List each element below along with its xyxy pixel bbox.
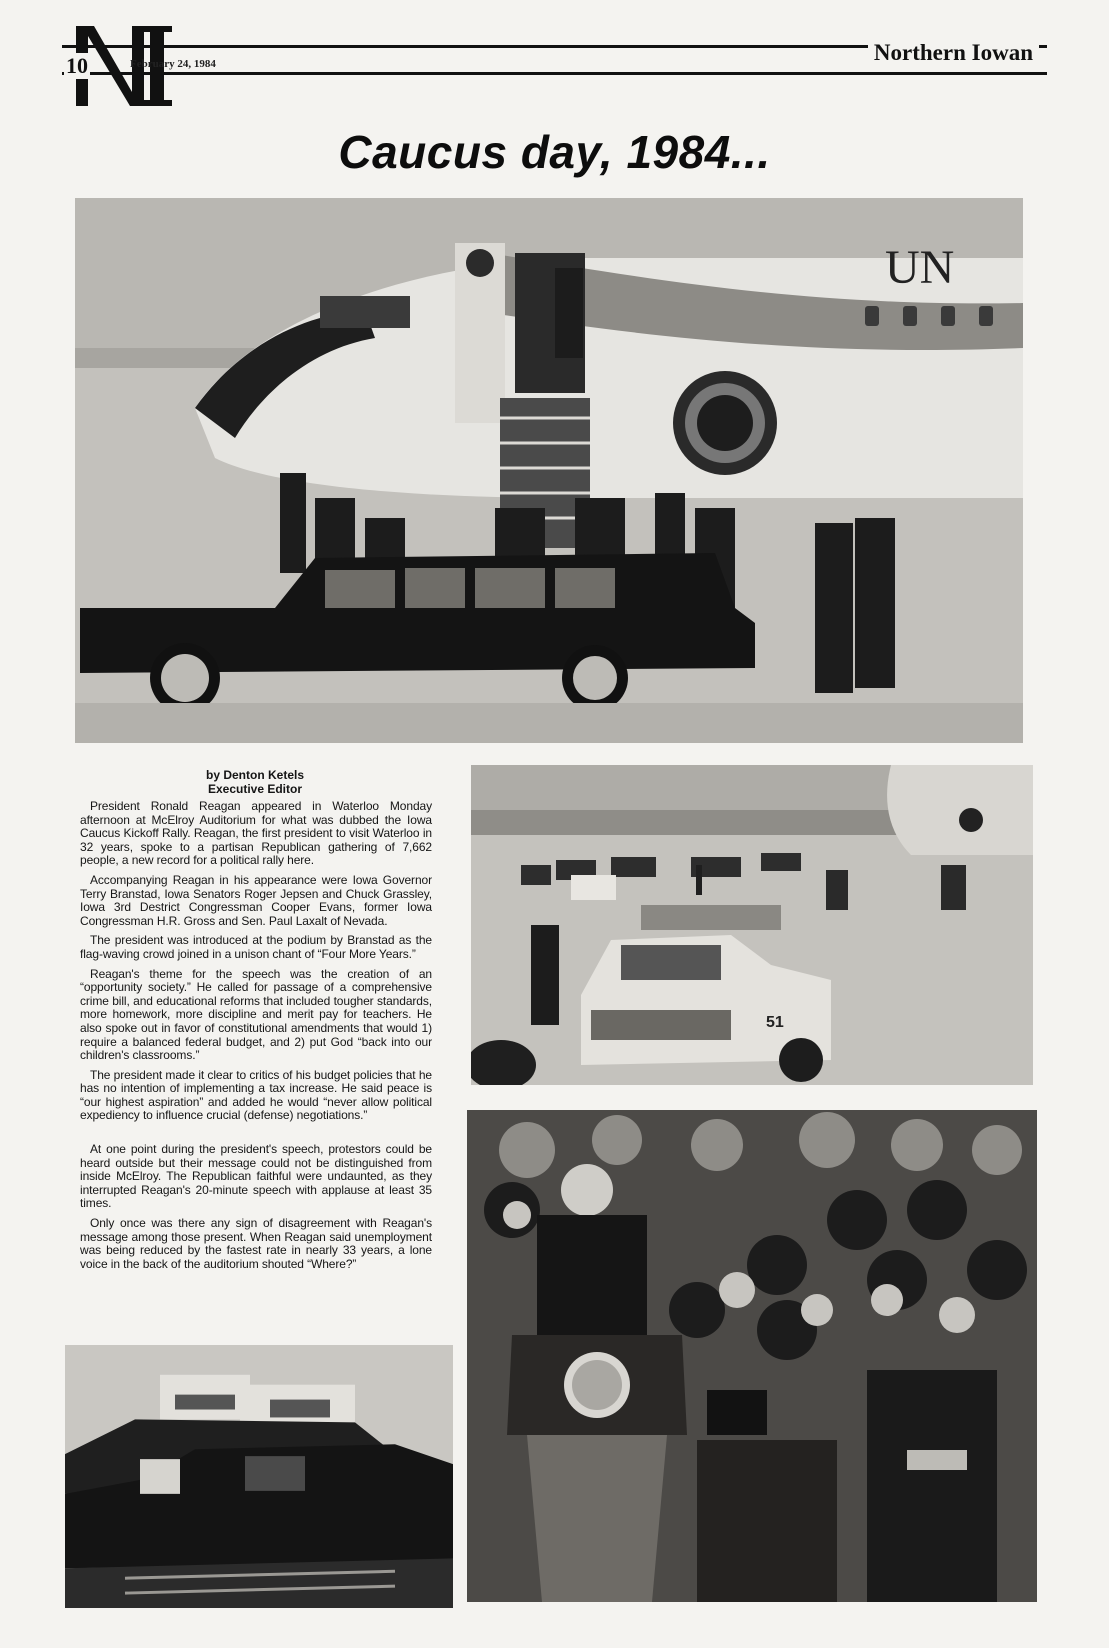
byline-title: Executive Editor bbox=[207, 782, 303, 796]
photo-air-force-one-arrival bbox=[75, 198, 1023, 743]
issue-date: February 24, 1984 bbox=[130, 58, 216, 70]
article-paragraph: At one point during the president's speech, protestors could be heard outside but their message could not be distinguished from inside McElroy. The Republican faithful were undaunted, as they interrupted Reagan's 20-minute speech with applause at least 35 times. bbox=[80, 1142, 432, 1211]
article-body bbox=[80, 800, 432, 1277]
photo-reagan-speech bbox=[467, 1110, 1037, 1602]
photo-motorcade-tarmac bbox=[471, 765, 1033, 1085]
article-paragraph: Reagan's theme for the speech was the creation of an “opportunity society.” He called for passage of a comprehensive crime bill, and educational reforms that included tougher standards, more homework, more discipline and merit pay for teachers. He also spoke out in favor of constitutional amendments that would 1) require a balanced federal budget, and 2) put God “back into our children's classrooms.” bbox=[80, 966, 432, 1063]
article-paragraph: The president was introduced at the podium by Branstad as the flag-waving crowd joined in a unison chant of “Four More Years.” bbox=[80, 933, 432, 961]
masthead bbox=[0, 0, 1109, 110]
article-paragraph: Only once was there any sign of disagreement with Reagan's message among those present. When Reagan said unemployment was being reduced by the fastest rate in nearly 33 years, a lone voice in the back of the auditorium shouted “Where?” bbox=[80, 1216, 432, 1271]
paper-name: Northern Iowan bbox=[868, 40, 1039, 66]
byline-author: by Denton Ketels bbox=[205, 768, 304, 782]
article-paragraph: The president made it clear to critics of his budget policies that he has no intention of implementing a tax increase. He said peace is “our highest aspiration” and added he would “never allow political expediency to influence crucial (defense) negotiations.” bbox=[80, 1067, 432, 1123]
plane-lettering: UN bbox=[885, 241, 955, 294]
page-headline: Caucus day, 1984... bbox=[338, 126, 771, 178]
article-paragraph: Accompanying Reagan in his appearance were Iowa Governor Terry Branstad, Iowa Senators Roger Jepsen and Chuck Grassley, Iowa 3rd Destrict Congressman Cooper Evans, former Iowa Congressman H.R. Gross and Sen. Paul Laxalt of Nevada. bbox=[80, 872, 432, 928]
page-number: 10 bbox=[66, 53, 88, 78]
truck-number: 51 bbox=[766, 1014, 784, 1031]
article-paragraph: President Ronald Reagan appeared in Waterloo Monday afternoon at McElroy Auditorium for what was dubbed the Iowa Caucus Kickoff Rally. Reagan, the first president to visit Waterloo in 32 years, spoke to a partisan Republican gathering of 7,662 people, a new record for a political rally here. bbox=[80, 799, 432, 868]
photo-parked-limousines bbox=[65, 1345, 453, 1608]
byline bbox=[80, 768, 430, 796]
masthead-bottom-rule bbox=[62, 72, 1047, 75]
